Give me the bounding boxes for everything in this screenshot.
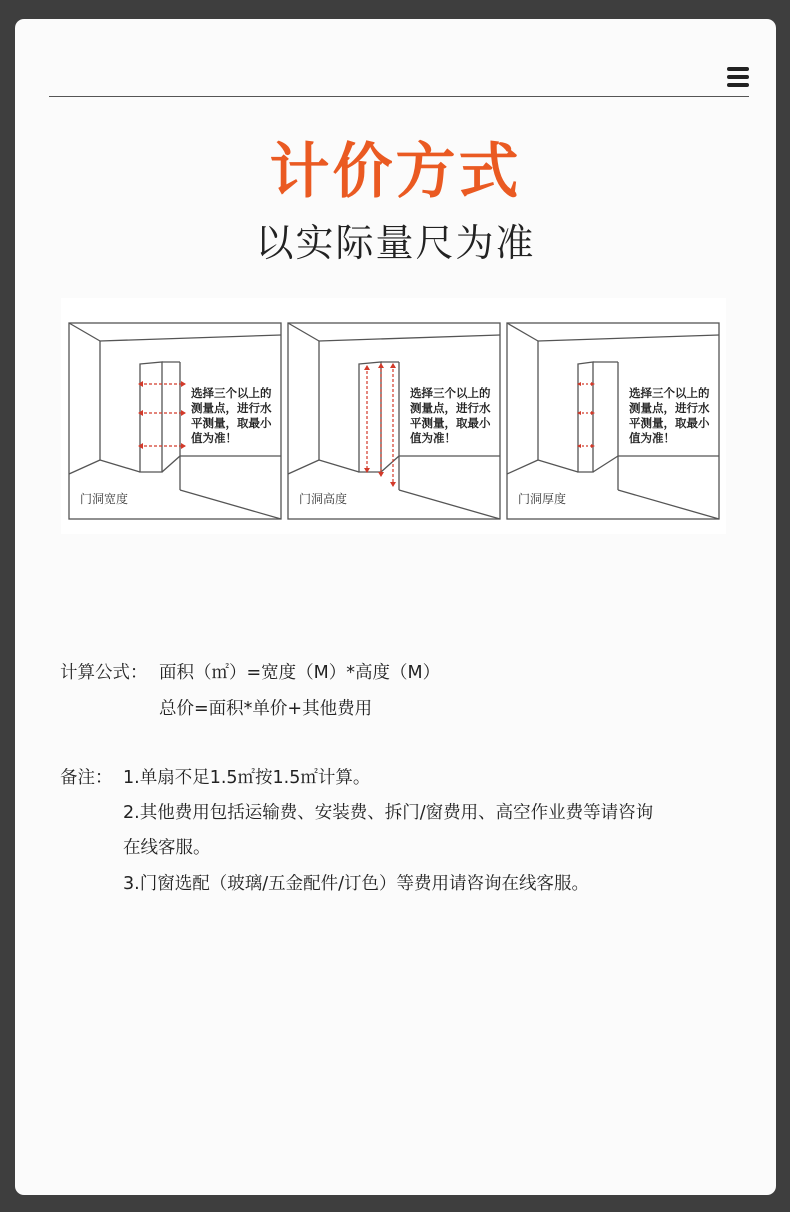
measurement-note: 选择三个以上的 测量点，进行水 平测量，取最小 值为准！: [191, 386, 272, 445]
content-card: [15, 19, 776, 1195]
measurement-diagram: [61, 298, 726, 534]
panel-label: 门洞高度: [299, 492, 348, 506]
header-divider: [49, 96, 749, 97]
notes-label: 备注：: [60, 768, 113, 788]
formula-area: 面积（㎡）=宽度（M）*高度（M）: [159, 663, 441, 683]
hamburger-menu-icon[interactable]: [727, 67, 749, 87]
panel-label: 门洞宽度: [80, 492, 129, 506]
panel-door-width: [68, 322, 282, 520]
note-item-3: 3.门窗选配（玻璃/五金配件/订色）等费用请咨询在线客服。: [123, 874, 589, 894]
measurement-note: 选择三个以上的 测量点，进行水 平测量，取最小 值为准！: [629, 386, 710, 445]
measurement-note: 选择三个以上的 测量点，进行水 平测量，取最小 值为准！: [410, 386, 491, 445]
note-item-2: 2.其他费用包括运输费、安装费、拆门/窗费用、高空作业费等请咨询: [123, 803, 654, 823]
formula-label: 计算公式：: [60, 663, 148, 683]
page-subtitle: 以实际量尺为准: [255, 221, 536, 265]
note-item-2-cont: 在线客服。: [123, 838, 211, 858]
note-item-1: 1.单扇不足1.5㎡按1.5㎡计算。: [123, 768, 371, 788]
formula-total: 总价=面积*单价+其他费用: [159, 699, 373, 719]
panel-label: 门洞厚度: [518, 492, 567, 506]
panel-door-thickness: [506, 322, 720, 520]
panel-door-height: [287, 322, 501, 520]
page-title: 计价方式: [269, 137, 522, 207]
